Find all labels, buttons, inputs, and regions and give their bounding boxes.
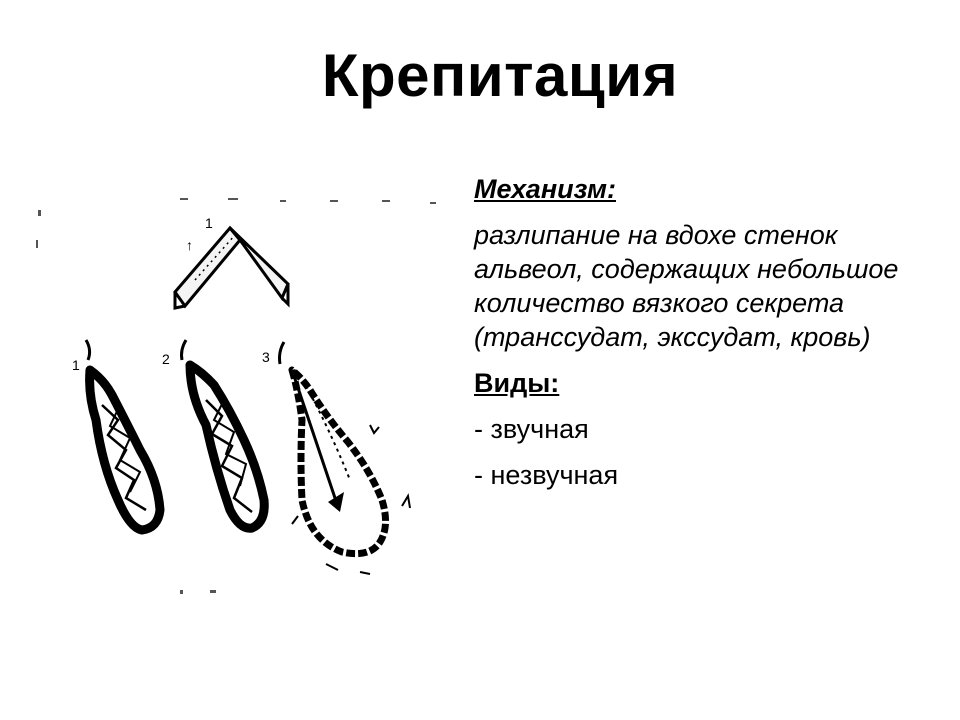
slide-title: Крепитация (321, 42, 679, 109)
alveolus-drawing-1 (86, 340, 160, 530)
type-item-nonsonorous: - незвучная (474, 460, 619, 490)
alveoli-illustration (30, 180, 450, 610)
text-block (474, 172, 944, 504)
types-heading: Виды: (474, 368, 560, 398)
type-item-sonorous: - звучная (474, 414, 589, 444)
alveolus-drawing-3 (280, 342, 411, 574)
alveolus-drawing-2 (182, 340, 265, 528)
mechanism-text: разлипание на вдохе стенок альвеол, содержащих небольшое количество вязкого секрета (транссудат, экссудат, кровь) (474, 220, 899, 352)
mechanism-heading: Механизм: (474, 174, 617, 204)
figure-label-1: 1 (72, 357, 80, 373)
scan-speckles (36, 198, 436, 594)
svg-text:↑: ↑ (186, 237, 193, 253)
figure-label-2: 2 (162, 351, 170, 367)
figure-label-top: 1 (205, 215, 213, 231)
figure-label-3: 3 (262, 349, 270, 365)
